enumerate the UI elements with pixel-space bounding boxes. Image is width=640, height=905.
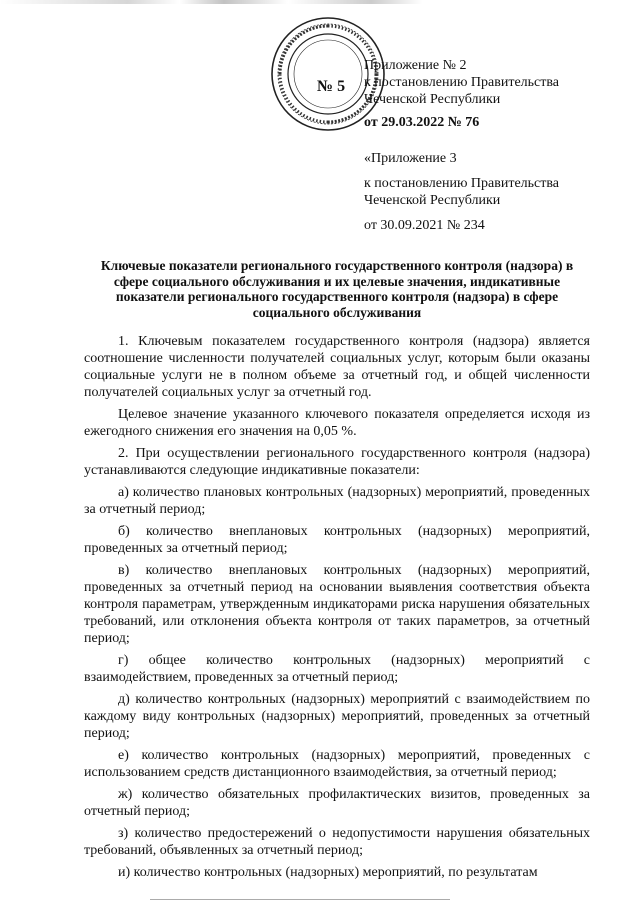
list-item-v: в) количество внеплановых контрольных (надзорных) мероприятий, проведенных за отчетный период на основании выявления соответствия объекта контроля параметрам, утвержденным индикаторами риска нарушения обязательных требований, или отклонения объекта контроля от таких параметров, за отчетный период;	[84, 563, 590, 646]
paragraph-indicative-intro: 2. При осуществлении регионального государственного контроля (надзора) устанавливаются следующие индикативные показатели:	[84, 446, 590, 478]
previous-appendix-reference: к постановлению Правительства	[364, 176, 560, 191]
document-title: Ключевые показатели регионального государственного контроля (надзора) в сфере социального обслуживания и их целевые значения, индикативные показатели регионального государственного контроля (надзора) в сфере социального обслуживания	[100, 258, 574, 320]
previous-appendix-date: от 30.09.2021 № 234	[364, 218, 485, 233]
approval-block-current	[364, 57, 559, 131]
paragraph-target-value: Целевое значение указанного ключевого показателя определяется исходя из ежегодного снижения его значения на 0,05 %.	[84, 407, 590, 439]
previous-appendix-number: «Приложение 3	[364, 151, 457, 166]
list-item-b: б) количество внеплановых контрольных (надзорных) мероприятий, проведенных за отчетный период;	[84, 524, 590, 556]
appendix-date: от 29.03.2022 № 76	[364, 115, 480, 130]
list-item-d: д) количество контрольных (надзорных) мероприятий с взаимодействием по каждому виду контрольных (надзорных) мероприятий, проведенных за отчетный период;	[84, 692, 590, 741]
approval-block-previous	[364, 150, 559, 234]
list-item-g: г) общее количество контрольных (надзорных) мероприятий с взаимодействием, проведенных за отчетный период;	[84, 653, 590, 685]
list-item-zh: ж) количество обязательных профилактических визитов, проведенных за отчетный период;	[84, 787, 590, 819]
paragraph-key-indicator: 1. Ключевым показателем государственного контроля (надзора) является соотношение численности получателей социальных услуг, которым были оказаны социальные услуги не в полном объеме за отчетный год, и общей численности получателей социальных услуг за отчетный год.	[84, 334, 590, 400]
previous-appendix-republic: Чеченской Республики	[364, 193, 501, 208]
appendix-reference: к постановлению Правительства	[364, 75, 560, 90]
list-item-e: е) количество контрольных (надзорных) мероприятий, проведенных с использованием средств дистанционного взаимодействия, за отчетный период;	[84, 748, 590, 780]
appendix-number: Приложение № 2	[364, 58, 467, 73]
appendix-republic: Чеченской Республики	[364, 92, 501, 107]
document-body	[84, 333, 590, 886]
list-item-a: а) количество плановых контрольных (надзорных) мероприятий, проведенных за отчетный период;	[84, 485, 590, 517]
scan-artifact-top	[0, 0, 640, 4]
list-item-i: и) количество контрольных (надзорных) мероприятий, по результатам	[118, 865, 538, 880]
stamp-number: № 5	[317, 78, 346, 95]
list-item-z: з) количество предостережений о недопустимости нарушения обязательных требований, объявленных за отчетный период;	[84, 826, 590, 858]
scan-artifact-bottom	[150, 899, 450, 900]
